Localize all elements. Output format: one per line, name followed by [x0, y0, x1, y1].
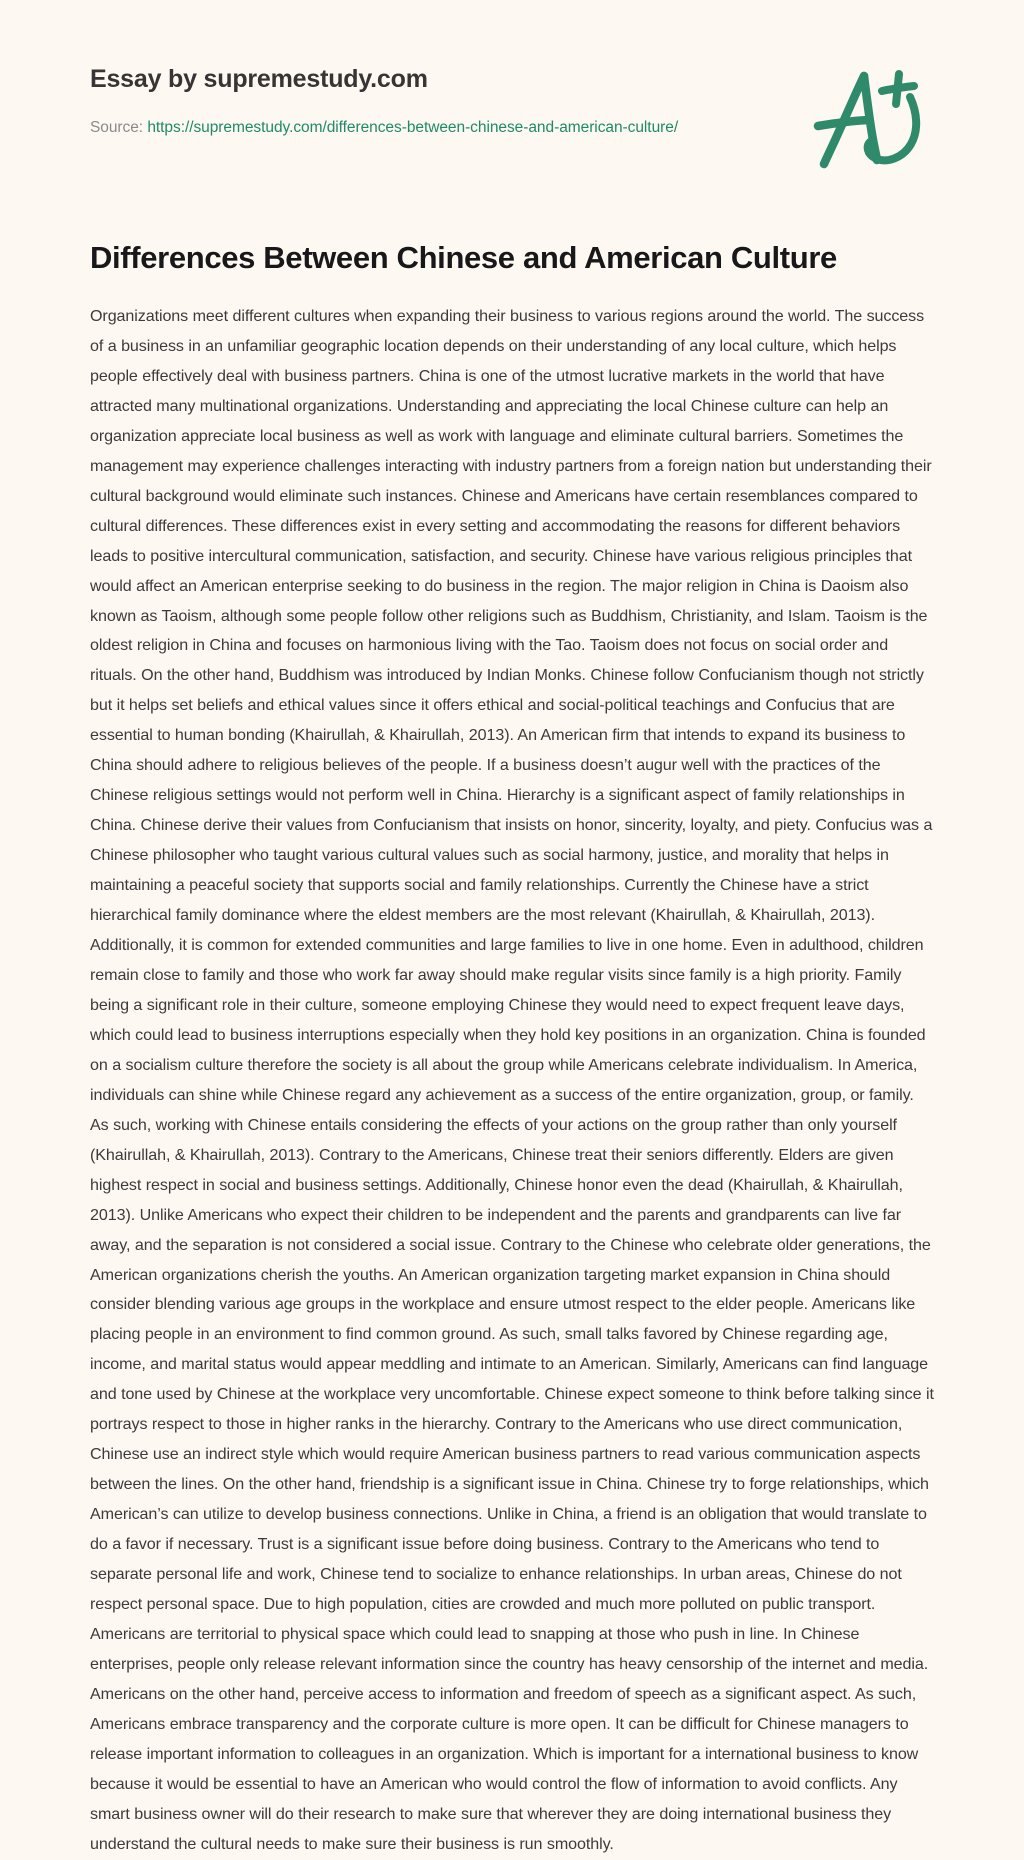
article-body-text: Organizations meet different cultures when expanding their business to various regions around the world. The success of a business in an unfamiliar geographic location depends on their understanding of any local culture, which helps people effectively deal with business partners. China is one of the utmost lucrative markets in the world that have attracted many multinational organizations. Understanding and appreciating the local Chinese culture can help an organization appreciate local business as well as work with language and eliminate cultural barriers. Sometimes the management may experience challenges interacting with industry partners from a foreign nation but understanding their cultural background would eliminate such instances. Chinese and Americans have certain resemblances compared to cultural differences. These differences exist in every setting and accommodating the reasons for different behaviors leads to positive intercultural communication, satisfaction, and security. Chinese have various religious principles that would affect an American enterprise seeking to do business in the region. The major religion in China is Daoism also known as Taoism, although some people follow other religions such as Buddhism, Christianity, and Islam. Taoism is the oldest religion in China and focuses on harmonious living with the Tao. Taoism does not focus on social order and rituals. On the other hand, Buddhism was introduced by Indian Monks. Chinese follow Confucianism though not strictly but it helps set beliefs and ethical values since it offers ethical and social-political teachings and Confucius that are essential to human bonding (Khairullah, & Khairullah, 2013). An American firm that intends to expand its business to China should adhere to religious believes of the people. If a business doesn’t augur well with the practices of the Chinese religious settings would not perform well in China. Hierarchy is a significant aspect of family relationships in China. Chinese derive their values from Confucianism that insists on honor, sincerity, loyalty, and piety. Confucius was a Chinese philosopher who taught various cultural values such as social harmony, justice, and morality that helps in maintaining a peaceful society that supports social and family relationships. Currently the Chinese have a strict hierarchical family dominance where the eldest members are the most relevant (Khairullah, & Khairullah, 2013). Additionally, it is common for extended communities and large families to live in one home. Even in adulthood, children remain close to family and those who work far away should make regular visits since family is a high priority. Family being a significant role in their culture, someone employing Chinese they would need to expect frequent leave days, which could lead to business interruptions especially when they hold key positions in an organization. China is founded on a socialism culture therefore the society is all about the group while Americans celebrate individualism. In America, individuals can shine while Chinese regard any achievement as a success of the entire organization, group, or family. As such, working with Chinese entails considering the effects of your actions on the group rather than only yourself (Khairullah, & Khairullah, 2013). Contrary to the Americans, Chinese treat their seniors differently. Elders are given highest respect in social and business settings. Additionally, Chinese honor even the dead (Khairullah, & Khairullah, 2013). Unlike Americans who expect their children to be independent and the parents and grandparents can live far away, and the separation is not considered a social issue. Contrary to the Chinese who celebrate older generations, the American organizations cherish the youths. An American organization targeting market expansion in China should consider blending various age groups in the workplace and ensure utmost respect to the elder people. Americans like placing people in an environment to find common ground. As such, small talks favored by Chinese regarding age, income, and marital status would appear meddling and intimate to an American. Similarly, Americans can find language and tone used by Chinese at the workplace very uncomfortable. Chinese expect someone to think before talking since it portrays respect to those in higher ranks in the hierarchy. Contrary to the Americans who use direct communication, Chinese use an indirect style which would require American business partners to read various communication aspects between the lines. On the other hand, friendship is a significant issue in China. Chinese try to forge relationships, which American’s can utilize to develop business connections. Unlike in China, a friend is an obligation that would translate to do a favor if necessary. Trust is a significant issue before doing business. Contrary to the Americans who tend to separate personal life and work, Chinese tend to socialize to enhance relationships. In urban areas, Chinese do not respect personal space. Due to high population, cities are crowded and much more polluted on public transport. Americans are territorial to physical space which could lead to snapping at those who push in line. In Chinese enterprises, people only release relevant information since the country has heavy censorship of the internet and media. Americans on the other hand, perceive access to information and freedom of speech as a significant aspect. As such, Americans embrace transparency and the corporate culture is more open. It can be difficult for Chinese managers to release important information to colleagues in an organization. Which is important for a international business to know because it would be essential to have an American who would control the flow of information to avoid conflicts. Any smart business owner will do their research to make sure that wherever they are doing international business they understand the cultural needs to make sure their business is run smoothly.: [90, 307, 934, 1853]
a-plus-logo-icon: [806, 64, 930, 176]
article: [90, 238, 934, 1860]
source-label: Source:: [90, 119, 144, 136]
source-url-link[interactable]: https://supremestudy.com/differences-between-chinese-and-american-culture/: [147, 119, 679, 136]
source-line: [90, 119, 678, 137]
brand-title: Essay by supremestudy.com: [90, 65, 428, 93]
document-header: [0, 0, 1024, 190]
page-title: Differences Between Chinese and American Culture: [90, 240, 837, 275]
